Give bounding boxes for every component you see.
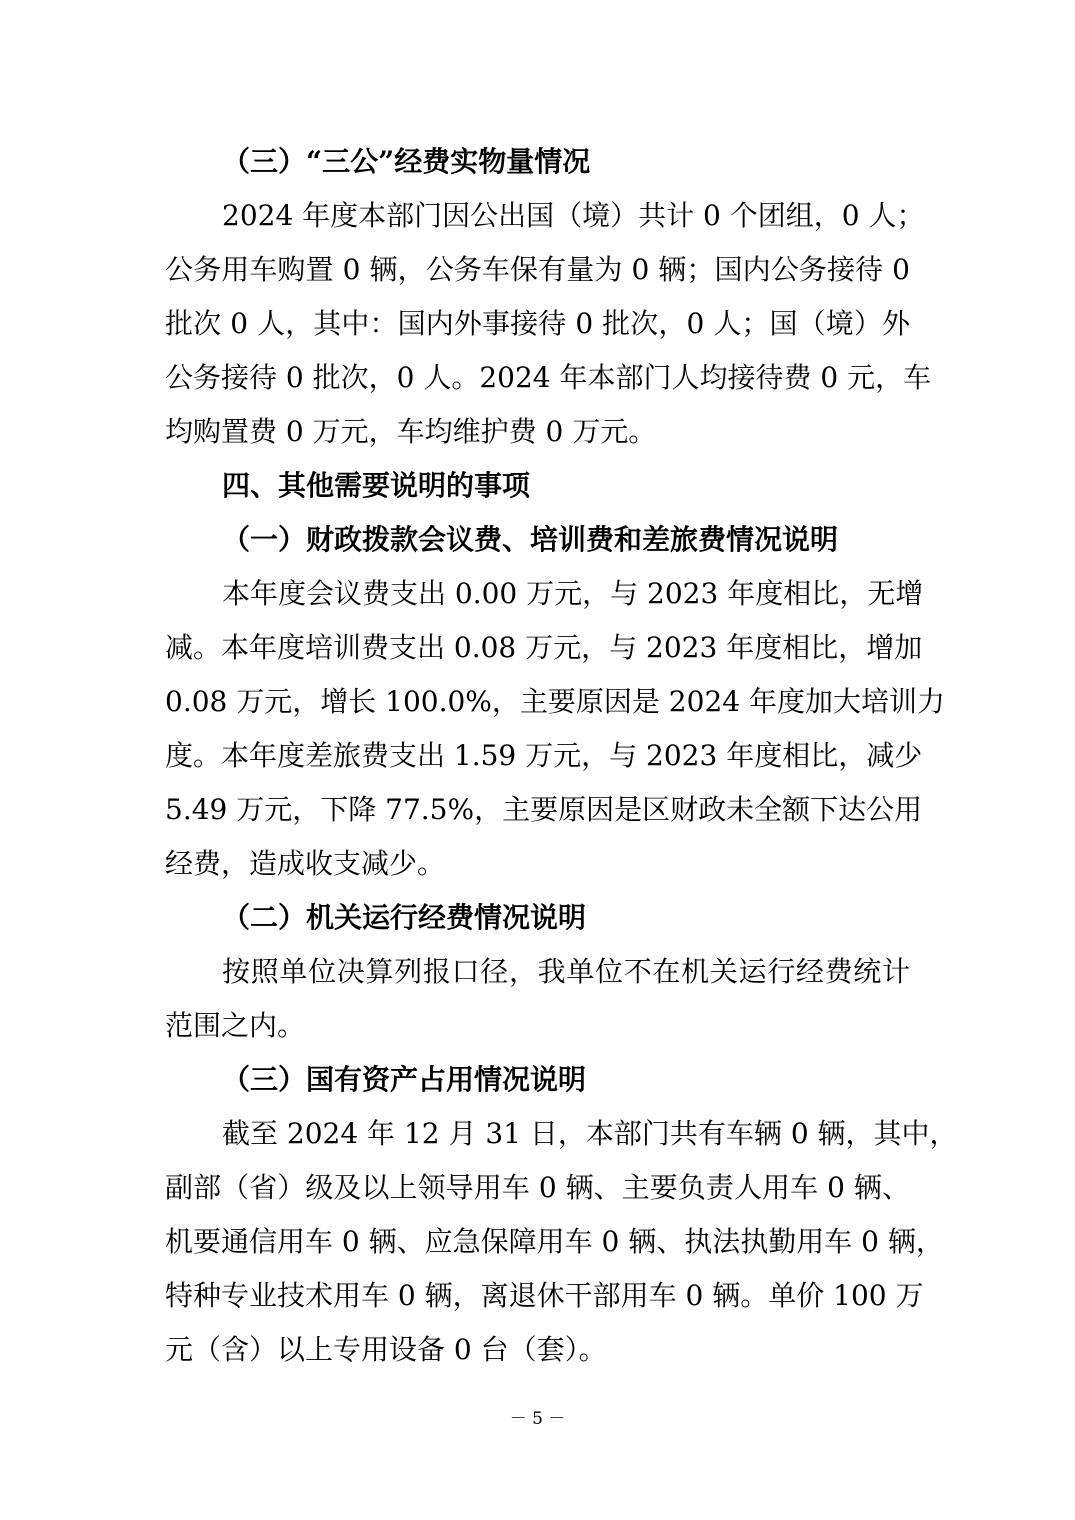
paragraph-line: 机要通信用车 0 辆、应急保障用车 0 辆、执法执勤用车 0 辆， — [165, 1225, 944, 1258]
paragraph-line: 0.08 万元，增长 100.0%，主要原因是 2024 年度加大培训力 — [165, 685, 945, 718]
paragraph-line: 元（含）以上专用设备 0 台（套）。 — [165, 1333, 607, 1366]
part-four-heading: 四、其他需要说明的事项 — [222, 469, 531, 502]
page-number: － 5 － — [509, 1409, 566, 1429]
paragraph-line: 本年度会议费支出 0.00 万元，与 2023 年度相比，无增 — [222, 577, 924, 610]
paragraph-line: 经费，造成收支减少。 — [165, 847, 446, 880]
paragraph-line: 均购置费 0 万元，车均维护费 0 万元。 — [165, 415, 657, 448]
paragraph-line: 截至 2024 年 12 月 31 日，本部门共有车辆 0 辆，其中， — [222, 1117, 958, 1150]
section-heading-three-public: （三）“三公”经费实物量情况 — [222, 145, 591, 178]
paragraph-line: 范围之内。 — [165, 1009, 306, 1042]
paragraph-line: 5.49 万元，下降 77.5%，主要原因是区财政未全额下达公用 — [165, 793, 923, 826]
subsection-heading-3: （三）国有资产占用情况说明 — [222, 1063, 587, 1096]
paragraph-line: 2024 年度本部门因公出国（境）共计 0 个团组，0 人； — [222, 199, 925, 232]
paragraph-line: 减。本年度培训费支出 0.08 万元，与 2023 年度相比，增加 — [165, 631, 923, 664]
subsection-heading-1: （一）财政拨款会议费、培训费和差旅费情况说明 — [222, 523, 839, 556]
paragraph-line: 副部（省）级及以上领导用车 0 辆、主要负责人用车 0 辆、 — [165, 1171, 910, 1204]
paragraph-line: 公务用车购置 0 辆，公务车保有量为 0 辆；国内公务接待 0 — [165, 253, 910, 286]
paragraph-line: 公务接待 0 批次，0 人。2024 年本部门人均接待费 0 元，车 — [165, 361, 932, 394]
paragraph-line: 度。本年度差旅费支出 1.59 万元，与 2023 年度相比，减少 — [165, 739, 923, 772]
subsection-heading-2: （二）机关运行经费情况说明 — [222, 901, 587, 934]
paragraph-line: 按照单位决算列报口径，我单位不在机关运行经费统计 — [222, 955, 910, 988]
paragraph-line: 特种专业技术用车 0 辆，离退休干部用车 0 辆。单价 100 万 — [165, 1279, 924, 1312]
paragraph-line: 批次 0 人，其中：国内外事接待 0 批次，0 人；国（境）外 — [165, 307, 910, 340]
